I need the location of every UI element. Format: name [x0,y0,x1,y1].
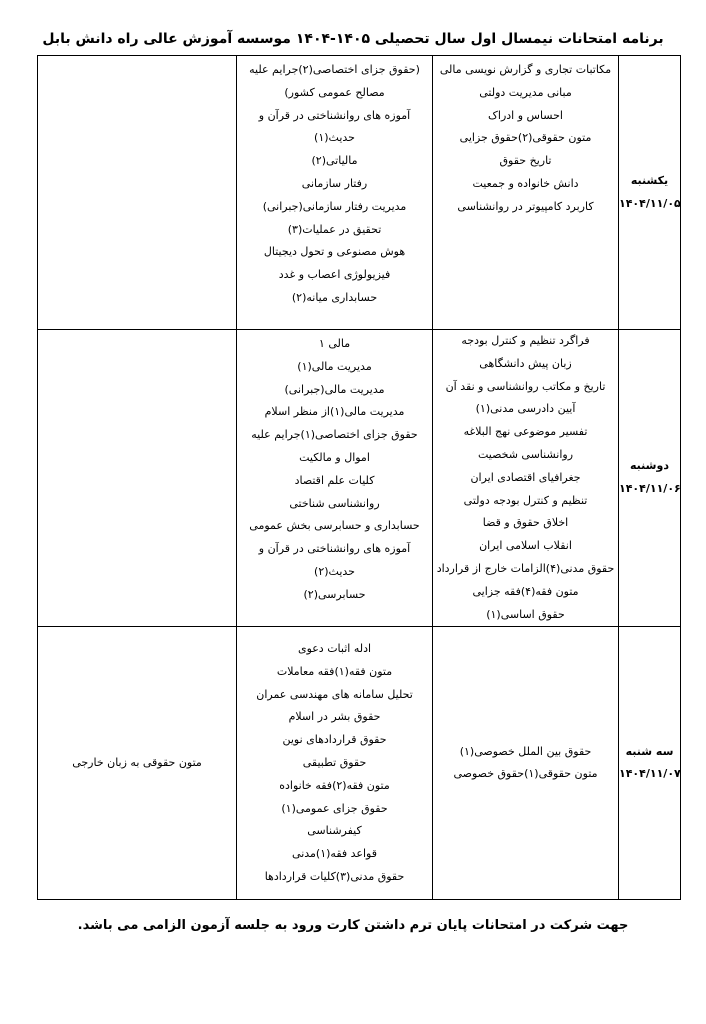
course-name: احساس و ادراک [488,108,563,122]
day-date: ۱۴۰۴/۱۱/۰۶ [619,482,681,496]
exam-cell-col-c [38,56,237,330]
course-name: هوش مصنوعی و تحول دیجیتال [263,245,406,259]
course-name: آموزه های روانشناختی در قرآن و [258,542,411,556]
exam-cell-col-a [433,56,619,330]
course-name: آیین دادرسی مدنی(۱) [475,402,576,416]
exam-cell-col-c [38,330,237,627]
course-name: متون حقوقی(۱)حقوق خصوصی [453,767,598,781]
course-name: جغرافیای اقتصادی ایران [470,470,581,484]
course-name: اخلاق حقوق و قضا [482,516,569,530]
course-name: متون حقوقی(۲)حقوق جزایی [459,131,592,145]
course-name: ادله اثبات دعوی [297,641,372,655]
course-name: مدیریت مالی(۱)از منظر اسلام [264,405,405,419]
course-name: حقوق مدنی(۳)کلیات قراردادها [264,869,405,883]
course-name: انقلاب اسلامی ایران [479,539,572,553]
exam-cell-col-b [237,56,433,330]
course-name: حقوق مدنی(۴)الزامات خارج از قرارداد [436,561,615,575]
exam-cell-col-a [433,627,619,900]
course-name: حقوق قراردادهای نوین [282,733,387,747]
course-name: مکاتبات تجاری و گزارش نویسی مالی [439,63,612,76]
day-date: ۱۴۰۴/۱۱/۰۵ [619,196,681,210]
day-date: ۱۴۰۴/۱۱/۰۷ [619,767,681,781]
course-name: حقوق جزای عمومی(۱) [281,801,388,815]
day-cell [619,56,681,330]
course-name: رفتار سازمانی [301,176,368,190]
exam-schedule-table [37,55,681,900]
course-name: مالیاتی(۲) [311,154,358,168]
exam-cell-col-b [237,627,433,900]
course-name: متون فقه(۴)فقه جزایی [472,584,579,598]
footer-note: جهت شرکت در امتحانات پایان ترم داشتن کارت ورود به جلسه آزمون الزامی می باشد. [77,918,629,933]
course-name: حقوق تطبیقی [302,755,367,769]
day-name: دوشنبه [630,459,669,473]
exam-cell-col-c [38,627,237,900]
course-name: حقوق بین الملل خصوصی(۱) [459,744,592,758]
course-name: آموزه های روانشناختی در قرآن و [258,108,411,122]
course-name: حسابداری میانه(۲) [291,290,378,304]
course-name: (حقوق جزای اختصاصی(۲)جرایم علیه [249,63,420,76]
page-title: برنامه امتحانات نیمسال اول سال تحصیلی ۱۴۰۵-۱۴۰۴ موسسه آموزش عالی راه دانش بابل [42,31,664,47]
course-name: مدیریت مالی(جبرانی) [284,382,385,396]
table-row [38,56,681,330]
day-cell [619,330,681,627]
course-name: حسابداری و حسابرسی بخش عمومی [249,519,420,533]
exam-cell-col-b [237,330,433,627]
course-name: تفسیر موضوعی نهج البلاغه [463,425,588,439]
course-name: متون فقه(۱)فقه معاملات [276,664,393,678]
course-name: قواعد فقه(۱)مدنی [292,847,377,861]
course-name: متون فقه(۲)فقه خانواده [279,778,390,792]
course-name: تاریخ حقوق [499,154,552,168]
course-name: تحقیق در عملیات(۳) [287,222,382,236]
course-name: حقوق بشر در اسلام [288,710,381,724]
table-row [38,627,681,900]
day-cell [619,627,681,900]
course-name: زبان پیش دانشگاهی [479,356,572,370]
course-name: مدیریت مالی(۱) [297,359,372,373]
course-name: تحلیل سامانه های مهندسی عمران [256,687,413,701]
course-name: مصالح عمومی کشور) [284,85,385,99]
course-name: مبانی مدیریت دولتی [479,85,572,99]
course-name: کاربرد کامپیوتر در روانشناسی [457,199,594,213]
course-name: فیزیولوژی اعصاب و غدد [278,268,391,282]
course-name: حقوق جزای اختصاصی(۱)جرایم علیه [251,428,418,442]
course-name: حدیث(۲) [314,564,355,578]
course-name: روانشناسی شخصیت [477,447,574,461]
course-name: فراگرد تنظیم و کنترل بودجه [461,334,590,347]
course-name: اموال و مالکیت [299,450,370,464]
course-name: تاریخ و مکاتب روانشناسی و نقد آن [445,379,606,393]
day-name: سه شنبه [625,744,674,758]
course-name: کلیات علم اقتصاد [294,473,375,487]
day-name: یکشنبه [630,173,669,187]
course-name: روانشناسی شناختی [289,496,380,510]
course-name: کیفرشناسی [307,824,362,838]
course-name: دانش خانواده و جمعیت [472,176,579,190]
course-name: مالی ۱ [318,337,351,350]
course-name: حدیث(۱) [314,131,355,145]
course-name: مدیریت رفتار سازمانی(جبرانی) [262,199,407,213]
exam-cell-col-a [433,330,619,627]
course-name: متون حقوقی به زبان خارجی [72,755,202,769]
course-name: تنظیم و کنترل بودجه دولتی [463,493,588,507]
course-name: حقوق اساسی(۱) [486,607,565,621]
table-row [38,330,681,627]
course-name: حسابرسی(۲) [303,587,366,601]
